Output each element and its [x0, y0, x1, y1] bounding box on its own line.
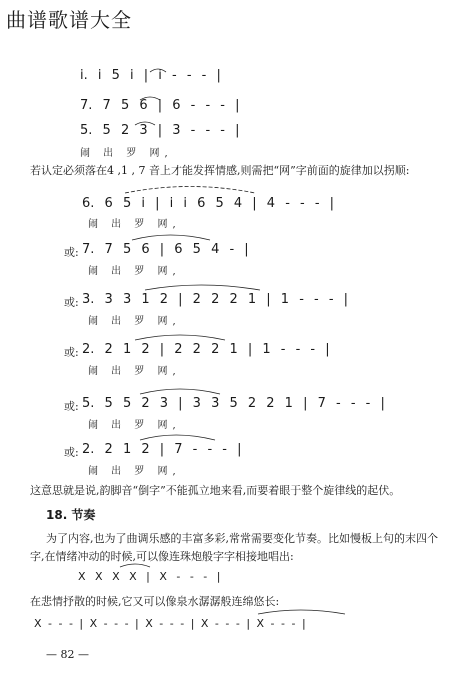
rhythm-example-1: X X X X | X - - - | — [78, 570, 221, 583]
example-6-lyrics: 闹 出 罗 网, — [88, 466, 181, 477]
example-4-prefix: 或: — [64, 346, 79, 359]
page-number: — 82 — — [46, 648, 89, 661]
example-5-lyrics: 闹 出 罗 网, — [88, 420, 181, 431]
slur-5 — [132, 235, 210, 240]
page-header-title: 曲谱歌谱大全 — [6, 8, 132, 32]
example-1-lyrics: 闹 出 罗 网, — [88, 219, 181, 230]
example-5-notes: 5. 5 5 2 3 | 3 3 5 2 2 1 | 7 - - - | — [82, 396, 385, 411]
slur-1 — [150, 69, 166, 72]
score1-line1: i. i 5 i | i - - - | — [80, 68, 221, 83]
score1-line3: 5. 5 2 3 | 3 - - - | — [80, 123, 240, 138]
example-2-lyrics: 闹 出 罗 网, — [88, 266, 181, 277]
paragraph-3-line-1: 为了内容,也为了曲调乐感的丰富多彩,常常需要变化节奏。比如慢板上句的末四个 — [46, 532, 438, 545]
slur-7 — [135, 335, 225, 340]
example-6-notes: 2. 2 1 2 | 7 - - - | — [82, 442, 242, 457]
slur-9 — [140, 435, 215, 440]
slur-10 — [120, 564, 150, 567]
example-6-prefix: 或: — [64, 446, 79, 459]
slur-4 — [125, 187, 255, 194]
score1-lyrics: 闹 出 罗 网, — [80, 148, 173, 159]
example-3-prefix: 或: — [64, 296, 79, 309]
section-heading: 18. 节奏 — [46, 508, 96, 522]
example-5-prefix: 或: — [64, 400, 79, 413]
rhythm-example-2: X - - - | X - - - | X - - - | X - - - | X - - - | — [34, 617, 306, 630]
example-4-lyrics: 闹 出 罗 网, — [88, 366, 181, 377]
example-2-notes: 7. 7 5 6 | 6 5 4 - | — [82, 242, 249, 257]
example-4-notes: 2. 2 1 2 | 2 2 2 1 | 1 - - - | — [82, 342, 330, 357]
example-3-lyrics: 闹 出 罗 网, — [88, 316, 181, 327]
slur-11 — [258, 610, 345, 614]
example-1-notes: 6. 6 5 i | i i 6 5 4 | 4 - - - | — [82, 196, 335, 211]
slur-2 — [140, 97, 160, 100]
slur-8 — [140, 389, 220, 394]
slur-6 — [145, 285, 260, 290]
score1-line2: 7. 7 5 6 | 6 - - - | — [80, 98, 240, 113]
paragraph-1: 若认定必须落在4 ,1 , 7 音上才能发挥情感,则需把“网”字前面的旋律加以拐顺: — [30, 164, 410, 177]
example-2-prefix: 或: — [64, 246, 79, 259]
paragraph-3-line-2: 字,在情绪冲动的时候,可以像连珠炮般字字相接地唱出: — [30, 550, 294, 563]
slur-3 — [135, 122, 155, 125]
example-3-notes: 3. 3 3 1 2 | 2 2 2 1 | 1 - - - | — [82, 292, 349, 307]
paragraph-4: 在悲情抒散的时候,它又可以像泉水潺潺般连绵悠长: — [30, 595, 280, 608]
paragraph-2: 这意思就是说,韵脚音“倒字”不能孤立地来看,而要着眼于整个旋律线的起伏。 — [30, 484, 401, 497]
